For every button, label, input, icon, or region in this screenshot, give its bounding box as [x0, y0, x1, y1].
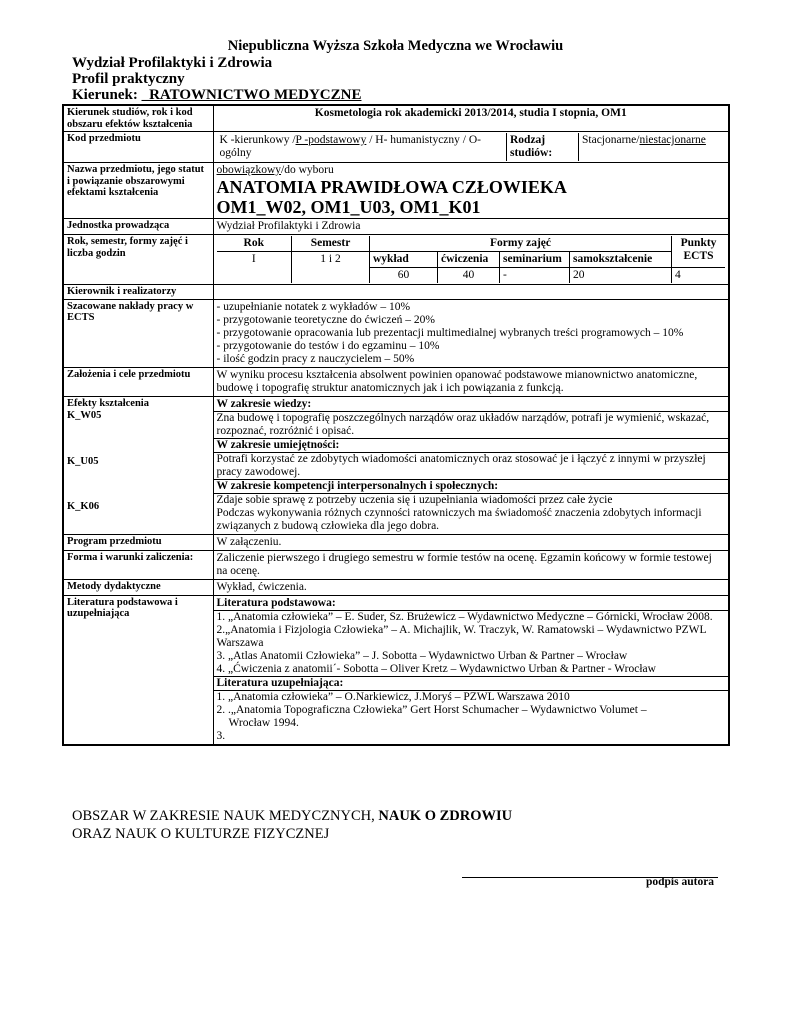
knowledge-heading: W zakresie wiedzy:: [216, 397, 312, 410]
workload-item: - przygotowanie do testów i do egzaminu – 10%: [216, 339, 440, 352]
study-type-value: [579, 133, 726, 161]
course-code-table: [217, 133, 726, 161]
direction-label: Kierunek:: [72, 87, 142, 103]
label-hours: Rok, semestr, formy zajęć i liczba godzin: [63, 235, 213, 285]
footer-area-line2: ORAZ NAUK O KULTURZE FIZYCZNEJ: [72, 826, 330, 842]
skills-heading: W zakresie umiejętności:: [214, 438, 729, 452]
course-status: [217, 164, 726, 177]
extra-literature-heading: Literatura uzupełniająca:: [214, 676, 729, 690]
value-literature: [213, 595, 729, 745]
course-type-p: P -podstawowy: [295, 134, 367, 146]
course-type-k: K -kierunkowy /: [219, 134, 296, 146]
study-type-full: Stacjonarne/: [582, 134, 640, 146]
workload-item: - uzupełnianie notatek z wykładów – 10%: [216, 300, 411, 313]
label-assessment: Forma i warunki zaliczenia:: [63, 550, 213, 579]
code-w05: K_W05: [67, 410, 102, 421]
value-semester: 1 i 2: [292, 252, 370, 284]
value-hours: [213, 235, 729, 285]
basic-literature-list: [214, 610, 729, 676]
row-methods: [63, 579, 729, 595]
institution-name: Niepubliczna Wyższa Szkoła Medyczna we Wrocławiu: [227, 38, 564, 54]
footer-area-a: OBSZAR W ZAKRESIE NAUK MEDYCZNYCH,: [72, 808, 379, 824]
signature-label: podpis autora: [646, 876, 715, 888]
workload-item: - przygotowanie opracowania lub prezentacji multimedialnej wybranych treści programowych – 10%: [216, 326, 684, 339]
label-lecturers: Kierownik i realizatorzy: [63, 285, 213, 300]
footer-area-b: NAUK O ZDROWIU: [378, 808, 513, 824]
row-study-direction: [63, 105, 729, 132]
row-assessment: [63, 550, 729, 579]
direction-line: [72, 87, 361, 104]
label-goals: Założenia i cele przedmiotu: [63, 367, 213, 396]
competence-1: Zdaje sobie sprawę z potrzeby uczenia się i uzupełniania wiadomości przez całe życie: [216, 493, 613, 506]
row-literature: [63, 595, 729, 745]
label-workload: Szacowane nakłady pracy w ECTS: [63, 299, 213, 367]
competence-2: Podczas wykonywania różnych czynności ratowniczych ma świadomość znaczenia zdobytych informacji związanych z budową człowieka dla jego dobra.: [216, 506, 702, 532]
code-u05: K_U05: [67, 455, 99, 467]
value-assessment: Zaliczenie pierwszego i drugiego semestru w formie testów na ocenę. Egzamin końcowy w formie testowej na ocenę.: [213, 550, 729, 579]
hours-exercises: 40: [438, 268, 500, 284]
hours-self-study: 20: [570, 268, 672, 284]
extra-literature-list: [214, 690, 729, 743]
literature-item: 4. „Ćwiczenia z anatomii´- Sobotta – Oliver Kretz – Wydawnictwo Urban & Partner - Wrocław: [216, 662, 656, 675]
status-mandatory: obowiązkowy: [216, 164, 282, 176]
row-unit: [63, 219, 729, 235]
literature-item: 1. „Anatomia człowieka” – E. Suder, Sz. Brużewicz – Wydawnictwo Medyczne – Górnicki, Wrocław 2008.: [216, 610, 713, 623]
row-lecturers: [63, 285, 729, 300]
workload-item: - przygotowanie teoretyczne do ćwiczeń – 20%: [216, 313, 435, 326]
code-k06: K_K06: [67, 501, 100, 512]
label-study-direction: Kierunek studiów, rok i kod obszaru efektów kształcenia: [63, 105, 213, 132]
profile-name: Profil praktyczny: [72, 71, 185, 87]
literature-item-cont: Wrocław 1994.: [228, 716, 299, 729]
basic-literature-heading: Literatura podstawowa:: [216, 596, 336, 609]
hours-table: [217, 236, 726, 283]
value-unit: Wydział Profilaktyki i Zdrowia: [213, 219, 729, 235]
hdr-ects: Punkty ECTS: [672, 236, 725, 268]
competences-heading: W zakresie kompetencji interpersonalnych i społecznych:: [214, 479, 729, 493]
status-elective: /do wyboru: [281, 164, 334, 176]
value-goals: W wyniku procesu kształcenia absolwent powinien opanować podstawowe mianownictwo anatomiczne, budowę i topografię struktur anatomicznych jak i ich powiązania z funkcją.: [213, 367, 729, 396]
syllabus-table: [62, 104, 730, 746]
competences-text: [214, 493, 729, 533]
form-seminar: seminarium: [500, 252, 570, 268]
hdr-forms: Formy zajęć: [370, 236, 672, 252]
study-type-label: Rodzaj studiów:: [507, 133, 579, 161]
label-course-name: Nazwa przedmiotu, jego statut i powiązanie obszarowymi efektami kształcenia: [63, 163, 213, 219]
literature-item: 3.: [216, 729, 226, 742]
skills-text: Potrafi korzystać ze zdobytych wiadomości anatomicznych oraz stosować je i łączyć z innymi w przyszłej pracy zawodowej.: [214, 452, 729, 479]
footer-area-line1: [72, 808, 512, 825]
value-course-code: [213, 132, 729, 163]
course-codes: OM1_W02, OM1_U03, OM1_K01: [216, 197, 481, 217]
row-hours: [63, 235, 729, 285]
label-program: Program przedmiotu: [63, 534, 213, 550]
workload-item: - ilość godzin pracy z nauczycielem – 50%: [216, 352, 415, 365]
label-course-code: Kod przedmiotu: [63, 132, 213, 163]
label-methods: Metody dydaktyczne: [63, 579, 213, 595]
row-outcomes: [63, 396, 729, 534]
literature-item: 1. „Anatomia człowieka” – O.Narkiewicz, J.Moryś – PZWL Warszawa 2010: [216, 690, 570, 703]
value-methods: Wykład, ćwiczenia.: [213, 579, 729, 595]
row-goals: [63, 367, 729, 396]
literature-item: 2.„Anatomia i Fizjologia Człowieka” – A. Michajlik, W. Traczyk, W. Ramatowski – Wydawnictwo PZWL Warszawa: [216, 623, 707, 649]
hdr-year: Rok: [217, 236, 292, 252]
literature-item: 3. „Atlas Anatomii Człowieka” – J. Sobotta – Wydawnictwo Urban & Partner – Wrocław: [216, 649, 628, 662]
row-workload: [63, 299, 729, 367]
form-exercises: ćwiczenia: [438, 252, 500, 268]
course-type-rest: / H- humanistyczny / O-ogólny: [219, 134, 481, 159]
hours-lecture: 60: [370, 268, 438, 284]
ects-points: 4: [672, 268, 725, 284]
value-workload: [213, 299, 729, 367]
row-course-name: [63, 163, 729, 219]
label-literature: Literatura podstawowa i uzupełniająca: [63, 595, 213, 745]
literature-item: 2. .„Anatomia Topograficzna Człowieka” Gert Horst Schumacher – Wydawnictwo Volumet –: [216, 703, 647, 716]
value-outcomes: [213, 396, 729, 534]
value-program: W załączeniu.: [213, 534, 729, 550]
direction-value: _RATOWNICTWO MEDYCZNE: [141, 87, 362, 103]
value-year: I: [217, 252, 292, 284]
hdr-semester: Semestr: [292, 236, 370, 252]
label-outcomes: [63, 396, 213, 534]
value-study-direction: Kosmetologia rok akademicki 2013/2014, studia I stopnia, OM1: [213, 105, 729, 132]
row-course-code: [63, 132, 729, 163]
faculty-name: Wydział Profilaktyki i Zdrowia: [72, 55, 273, 71]
value-course-name: [213, 163, 729, 219]
knowledge-text: Zna budowę i topografię poszczególnych narządów oraz układów narządów, potrafi je wymienić, wskazać, rozpoznać, rozróżnić i opisać.: [214, 411, 729, 438]
form-lecture: wykład: [370, 252, 438, 268]
outcomes-title: Efekty kształcenia: [67, 397, 149, 409]
label-unit: Jednostka prowadząca: [63, 219, 213, 235]
study-type-part: niestacjonarne: [639, 134, 706, 146]
row-program: [63, 534, 729, 550]
course-title: ANATOMIA PRAWIDŁOWA CZŁOWIEKA: [216, 177, 567, 197]
hours-seminar: -: [500, 268, 570, 284]
course-type-text: [217, 133, 507, 161]
value-lecturers: [213, 285, 729, 300]
form-self-study: samokształcenie: [570, 252, 672, 268]
